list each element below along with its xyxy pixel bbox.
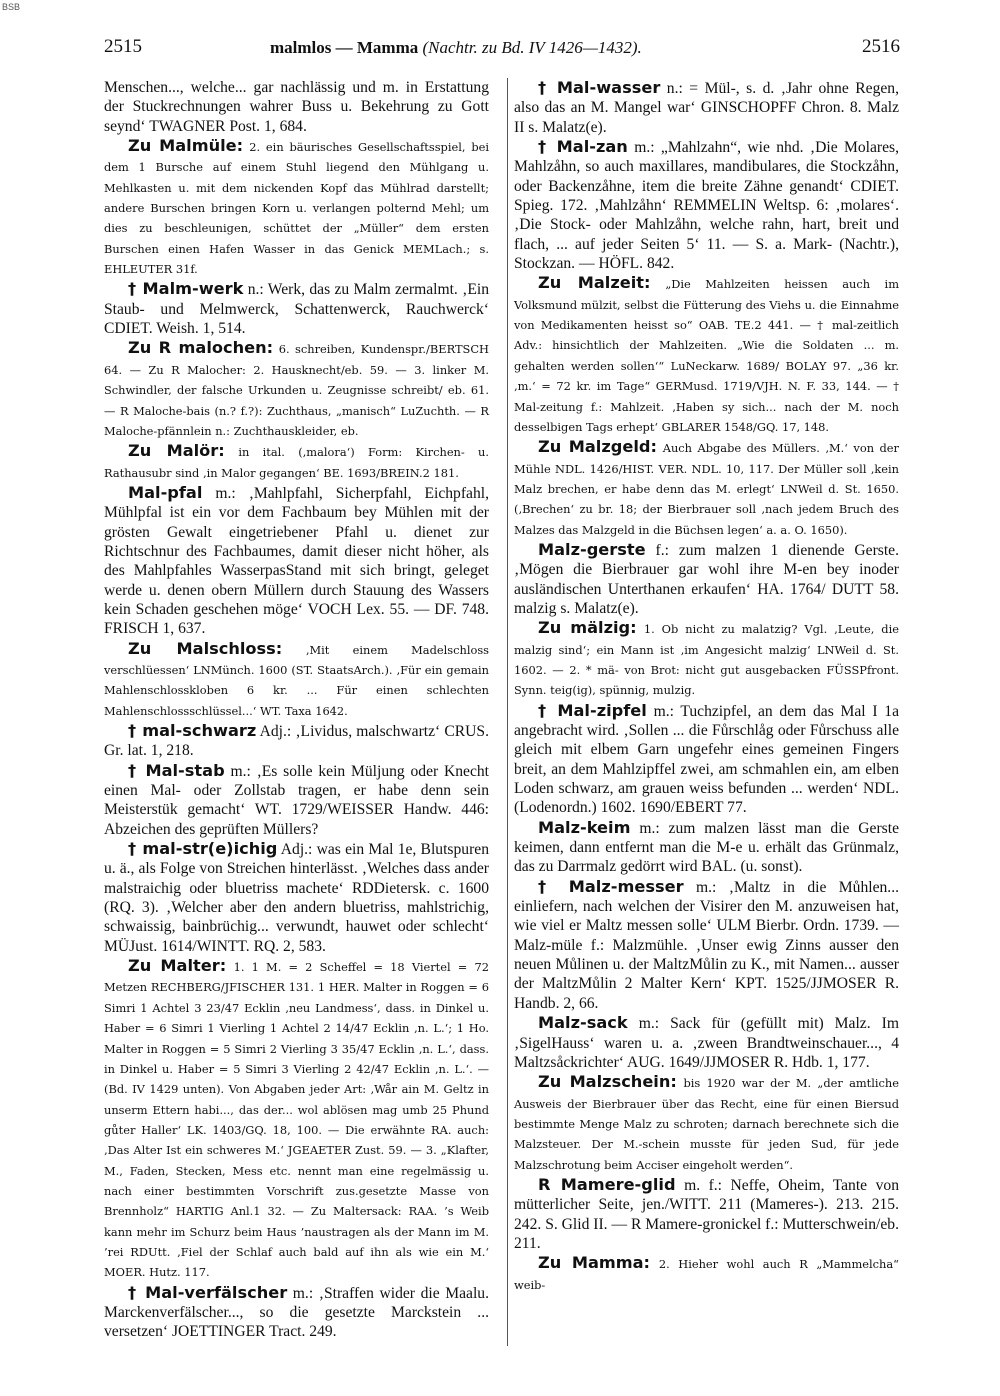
dictionary-entry [514,877,899,1013]
dictionary-entry [514,1013,899,1072]
dictionary-entry [514,618,899,700]
entry-headword: † Mal-zipfel [538,700,647,720]
entry-headword: Zu Malzeit: [538,273,651,293]
entry-text: Auch Abgabe des Müllers. ‚M.‘ von der Mühle NDL. 1426/HIST. VER. NDL. 10, 117. Der Müller soll ‚kein Malz brechen, er habe denn das M. erlegt‘ LNWeil d. St. 1650. (‚Brechen‘ zu br. 18; der Bierbrauer soll ‚nach jedem Bruch des Malzes das Malzgeld in die Büchsen legen‘ a. a. O. 1650). [514,441,899,537]
entry-headword: Zu Malzgeld: [538,437,657,457]
entry-headword: † Mal-verfälscher [128,1282,288,1302]
entry-text: m. f.: Neffe, Oheim, Tante von mütterlicher Seite, jen./WITT. 211 (Mameres-). 213. 215. 242. S. Glid II. — R Mamere-gronickel f.: Mutterschwein/eb. 211. [514,1176,900,1252]
dictionary-entry [514,437,899,540]
dictionary-entry [104,956,489,1283]
entry-text: 2. ein bäurisches Gesellschaftsspiel, bei dem 1 Bursche auf einem Stuhl liegend den Mühlgang u. Mehlkasten u. mit dem nickenden Kopf das Mühlrad darstellt; andere Burschen bringen Korn u. verlangen polternd Mehl; um dies zu beschleunigen, schüttet der „Müller“ dem ersten Burschen einen Hafen Wasser in das Genick MEMLach.; s. EHLEUTER 31f. [104,140,489,277]
column-divider [507,78,508,1346]
entry-headword: Zu Malzschein: [538,1072,677,1092]
entry-text: m.: ‚Mahlpfahl, Sicherpfahl, Eichpfahl, Mühlpfal ist ein vor dem Fachbaum bey Mühlen mit der grösten Gewalt eingetriebener Pfahl u. dienet zur Richtschnur des Fachbaumes, damit dieser nicht höher, als des Mahlpfahles WasserpasStand mit sich bringt, geleget werde u. denen obern Müllern durch Stauung des Wassers kein Schaden geschehen möge‘ VOCH Lex. 55. — DF. 748. FRISCH 1, 637. [104,484,489,638]
entry-headword: † Mal-stab [128,760,225,780]
dictionary-entry [514,1175,899,1253]
entry-text: m.: Sack für (gefüllt mit) Malz. Im ‚SigelHauss‘ waren u. a. ‚zween Brandtweinschauer..., 4 Maltzsåckrichter‘ AUG. 1649/JJMOSER R. Hdb. 1, 177. [514,1015,899,1071]
entry-text: Adj.: was ein Mal 1e, Blutspuren u. ä., als Folge von Streichen hinterlässt. ‚Welches dass ander malstraichig oder bluetriss machete‘ RDDietersk. c. 1600 (RQ. 3). ‚Welcher aber den andern bluetriss, mahlstrichig, schwaissig, bainbrüchig... verwundt, hauwet oder schlecht‘ MÜJust. 1614/WINTT. RQ. 2, 583. [104,841,489,955]
entry-text: bis 1920 war der M. „der amtliche Ausweis der Bierbrauer über das Recht, eine für einen Biersud bestimmte Menge Malz zu schroten; darnach berechnete sich die Malzsteuer. Der M.-schein musste für jeden Sud, für jede Malzschrotung beim Acciser eingeholt werden“. [514,1076,899,1172]
entry-headword: Zu Malmüle: [128,136,244,156]
page-number-left: 2515 [104,36,142,57]
entry-text: 1. Ob nicht zu malatzig? Vgl. ‚Leute, die malzig sind‘; ein Mann ist ‚im Angesicht malzig‘ LNWeil d. St. 1602. — 2. * mä- von Brot: nicht gut ausgebacken FÜSSPfront. Synn. teig(ig), spünnig, mulzig. [514,622,899,698]
running-title-italic: (Nachtr. zu Bd. IV 1426—1432). [422,38,642,57]
entry-text: Menschen..., welche... gar nachlässig und m. in Erstattung der Stuckrechnungen wahrer Buss u. Bekehrung zu Gott seynd‘ TWAGNER Post. 1, 684. [104,79,489,135]
left-column [104,78,489,1342]
entry-headword: † Mal-zan [538,137,628,157]
entry-headword: Malz-keim [538,817,631,837]
entry-text: f.: zum malzen 1 dienende Gerste. ‚Mögen die Bierbrauer gar wohl ihre M-en bey inoder ausländischen Unterthanen erkaufen‘ HA. 1764/ DUTT 58. malzig s. Malatz(e). [514,541,899,617]
entry-headword: † mal-schwarz [128,721,257,740]
entry-text: 2. Hieher wohl auch R „Mammelcha“ weib- [514,1257,899,1292]
entry-headword: Malz-gerste [538,539,646,559]
entry-headword: † Malz-messer [538,876,684,896]
dictionary-entry [514,701,899,818]
entry-headword: Zu Malter: [128,956,227,976]
entry-text: m.: ‚Es solle kein Müljung oder Knecht einen Mal- oder Zollstab tragen, er habe denn sein Meisterstük gemacht‘ WT. 1729/WEISSER Handw. 446: Abzeichen des geprüften Müllers? [104,762,489,838]
entry-headword: Zu Mamma: [538,1253,650,1273]
running-title-bold: malmlos — Mamma [270,38,419,57]
dictionary-entry [514,1253,899,1295]
dictionary-entry [104,721,489,761]
dictionary-entry [104,839,489,956]
entry-headword: † Mal-wasser [538,78,661,97]
entry-headword: Zu Malschloss: [128,638,283,658]
entry-headword: Zu mälzig: [538,618,637,638]
dictionary-entry [104,1283,489,1342]
entry-headword: Zu Malör: [128,441,225,461]
dictionary-entry [104,441,489,483]
entry-text: m.: Tuchzipfel, an dem das Mal I 1a angebracht wird. ‚Sollen ... die Fůrschlåg oder Fůrschuss alle gleich mit elbem Garn ungefehr eines gemeinen Fingers breit, an dem Mahlzipffel zwei, am schmahlen ein, am elben Loden schwarz, am grauen weiss befunden ... werden‘ NDL. (Lodenordn.) 1602. 1690/EBERT 77. [514,702,900,817]
entry-text: m.: ‚Straffen wider die Maalu. Marckenverfälscher..., so die gesetzte Marckstein ... versetzen‘ JOETTINGER Tract. 249. [104,1284,489,1341]
entry-headword: Mal-pfal [128,482,203,502]
entry-headword: Malz-sack [538,1013,628,1033]
dictionary-entry [104,78,489,136]
entry-text: in ital. (‚malora‘) Form: Kirchen- u. Rathausubr sind ‚in Malor gegangen‘ BE. 1693/BREIN.2 181. [104,445,490,480]
dictionary-entry [104,639,489,721]
dictionary-entry [104,761,489,839]
dictionary-entry [104,279,489,338]
dictionary-entry [514,78,899,137]
watermark: BSB [2,2,21,12]
dictionary-entry [514,818,899,877]
entry-text: Adj.: ‚Lividus, malschwartz‘ CRUS. Gr. lat. 1, 218. [104,723,489,760]
dictionary-entry [514,1072,899,1175]
dictionary-entry [104,483,489,639]
entry-text: 6. schreiben, Kundenspr./BERTSCH 64. — Zu R Malocher: 2. Hausknecht/eb. 59. — 3. linker M. Schwindler, der falsche Urkunden u. Zeugnisse schreibt/ eb. 61. — R Maloche-bais (n.? f.?): Zuchthaus, „manisch“ LuZuchth. — R Maloche-pfännlein n.: Zuchthauskleider, eb. [104,342,489,438]
entry-headword: † mal-str(e)ichig [128,839,278,859]
dictionary-entry [514,137,899,273]
entry-headword: Zu R malochen: [128,338,274,358]
entry-headword: † Malm-werk [128,279,244,299]
dictionary-entry [104,136,489,279]
dictionary-entry [514,273,899,437]
entry-text: m.: ‚Maltz in die Můhlen... einliefern, nach welchen der Visirer den M. anzuweisen hat, wie viel er Maltz messen solle‘ ULM Bierbr. Ordn. 1739. — Malz-müle f.: Malzmühle. ‚Unser ewig Zinns ausser den neuen Můlinen u. der MaltzMůlin zu K., mit Namen... ausser der MaltzMůlin 2 Malter Kern‘ KPT. 1525/JJMOSER R. Handb. 2, 66. [514,878,899,1012]
page-number-right: 2516 [862,36,900,57]
entry-text: m.: zum malzen lässt man die Gerste keimen, dann entfernt man die M-e u. erhält das Grünmalz, das zu Darrmalz gedörrt wird BAL. (u. sonst). [514,819,899,876]
right-column [514,78,899,1295]
entry-headword: R Mamere-glid [538,1174,676,1194]
entry-text: 1. 1 M. = 2 Scheffel = 18 Viertel = 72 Metzen RECHBERG/JFISCHER 131. 1 HER. Malter in Roggen = 6 Simri 1 Achtel 3 23/47 Ecklin ‚neu Landmess‘, dass. in Dinkel u. Haber = 6 Simri 1 Vierling 1 Achtel 2 14/47 Ecklin ‚n. L.‘; 1 Ho. Malter in Roggen = 5 Simri 2 Vierling 3 35/47 Ecklin ‚n. L.‘, dass. in Dinkel u. Haber = 5 Simri 3 Vierling 2 42/47 Ecklin ‚n. L.‘. — (Bd. IV 1429 unten). Von Abgaben jeder Art: ‚Wår ain M. Geltz in unserm Ettern habi..., das der... wol ablösen mag umb 25 Phund gůter Haller‘ LK. 1403/GQ. 18, 100. — Die erwähnte RA. auch: ‚Das Alter Ist ein schweres M.‘ JGEAETER Zust. 59. — 3. „Klafter, M., Faden, Stecken, Mess etc. nennt man eine regelmässig u. nach einer bestimmten Vorschrift zus.gesetzte Masse von Brennholz“ HARTIG Anl.1 32. — Zu Maltersack: RAA. ’s Weib kann mehr im Schurz beim Haus ’naustragen als der Mann im M. ’rei RDUtt. ‚Fiel der Schlaf auch bald auf ihn als wie ein M.‘ MOER. Hutz. 117. [104,960,489,1280]
running-title [270,38,642,58]
dictionary-entry [104,338,489,441]
entry-text: ‚Mit einem Madelschloss verschlüessen‘ LNMünch. 1600 (ST. StaatsArch.). ‚Für ein gemain Mahlenschlossklobеn 6 kr. ... Für einen schlechten Mahlenschlossschlüssel...‘ WT. Taxa 1642. [104,642,490,718]
entry-text: „Die Mahlzeiten heissen auch im Volksmund mülzit, selbst die Fütterung des Viehs u. die Einnahme von Medikamenten heisst so“ OAB. TE.2 441. — † mal-zeitlich Adv.: hinsichtlich der Mahlzeiten. „Wie die Soldaten ... m. gehalten werden sollen‘“ LuNeckarw. 1689/ BOLAY 97. „36 kr. ‚m.‘ = 72 kr. im Tage“ GERMusd. 1719/VJH. N. F. 33, 144. — † Mal-zeitung f.: Mahlzeit. ‚Haben sy sich... nach der M. noch desselbigen Tags erhept‘ GBLARER 1548/GQ. 17, 148. [514,277,899,434]
page-header [0,30,1000,60]
dictionary-entry [514,540,899,618]
entry-text: n.: Werk, das zu Malm zermalmt. ‚Ein Staub- und Melmwerck, Schattenwerck, Rauchwerck‘ CDIET. Weish. 1, 514. [104,281,489,338]
entry-text: m.: „Mahlzahn“, wie nhd. ‚Die Molares, Mahlzåhn, so auch maxillares, mandibulares, die Stockzåhn, oder Backenzåhne, item die breite Zähne genandt‘ CDIET. Spieg. 172. ‚Mahlzåhn‘ REMMELIN Weltsp. 6: ‚molares‘. ‚Die Stock- oder Mahlzåhn, welche rahn, hart, breit und flach, ... auf jeder Seiten 5‘ 11. — S. a. Mark- (Nachtr.), Stockzan. — HÖFL. 842. [514,139,899,273]
entry-text: n.: = Mül-, s. d. ‚Jahr ohne Regen, also das an M. Mangel war‘ GINSCHOPFF Chron. 8. Malz II s. Malatz(e). [514,80,899,136]
